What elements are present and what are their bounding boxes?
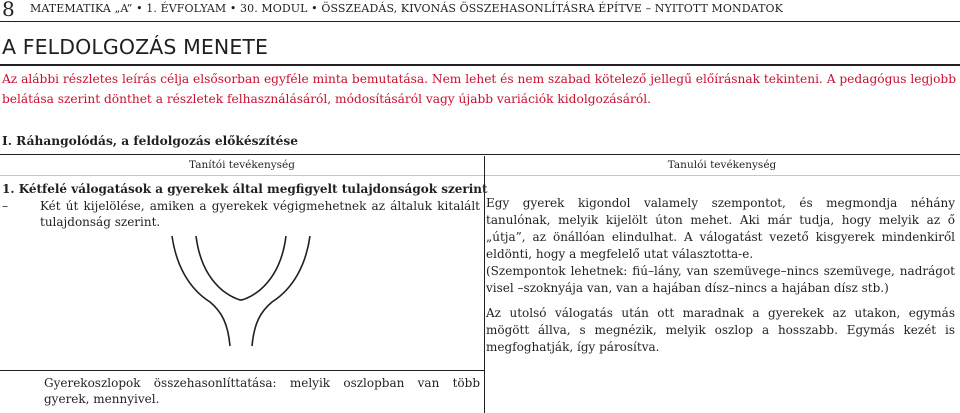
page-title: A FELDOLGOZÁS MENETE xyxy=(2,35,269,59)
two-paths-diagram xyxy=(166,236,316,350)
column-header-student: Tanulói tevékenység xyxy=(667,159,777,171)
section-rule xyxy=(0,154,960,155)
comparison-instruction: Gyerekoszlopok összehasonlíttatása: melyik oszlopban van több gyerek, mennyivel. xyxy=(44,376,480,406)
title-rule xyxy=(0,64,960,66)
path-left-inner xyxy=(196,236,241,300)
two-paths-drawing xyxy=(166,236,316,346)
column-header-rule xyxy=(0,175,960,176)
header-rule xyxy=(0,21,960,22)
bottom-left-rule xyxy=(0,370,484,371)
student-activity-paragraph-1: Egy gyerek kigondol valamely szempontot, és megmondja néhány tanulónak, melyik kijelölt úton mehet. Aki már tudja, hogy melyik az ő „útja”, az önállóan elindulhat. A válogatást vezető kisgyerek mindenkiről eldönti, hogy a megfelelő utat választotta-e. (Szempontok lehetnek: fiú–lány, van szemüvege–nincs szemüvege, nadrágot visel –szoknyája van, van a hajában dísz–nincs a hajában dísz stb.) xyxy=(486,196,955,295)
dash-bullet: – xyxy=(2,199,8,213)
activity-title: 1. Kétfelé válogatások a gyerekek által megfigyelt tulajdonságok szerint xyxy=(2,182,488,196)
running-head: MATEMATIKA „A” • 1. ÉVFOLYAM • 30. MODUL • ÖSSZEADÁS, KIVONÁS ÖSSZEHASONLÍTÁSRA ÉPÍTVE – NYITOTT MONDATOK xyxy=(30,2,783,15)
path-right-inner xyxy=(241,236,286,300)
intro-paragraph: Az alábbi részletes leírás célja elsősorban egyféle minta bemutatása. Nem lehet és nem szabad kötelező jellegű előírásnak tekinteni. A pedagógus legjobb belátása szerint dönthet a részletek felhasználásáról, módosításáról vagy újabb variációk kidolgozásáról. xyxy=(2,72,957,106)
path-right-outer xyxy=(252,236,310,346)
page-number: 8 xyxy=(2,0,15,21)
student-activity-paragraph-2: Az utolsó válogatás után ott maradnak a gyerekek az utakon, egymás mögött állva, s megnézik, melyik oszlop a hosszabb. Egymás kezét is megfoghatják, így párosítva. xyxy=(486,306,955,354)
column-header-teacher: Tanítói tevékenység xyxy=(189,159,295,171)
activity-description-text: Két út kijelölése, amiken a gyerekek végigmehetnek az általuk kitalált tulajdonság szerint. xyxy=(40,199,480,229)
path-left-outer xyxy=(172,236,230,346)
activity-description xyxy=(2,198,480,230)
section-title: I. Ráhangolódás, a feldolgozás előkészítése xyxy=(2,134,299,148)
